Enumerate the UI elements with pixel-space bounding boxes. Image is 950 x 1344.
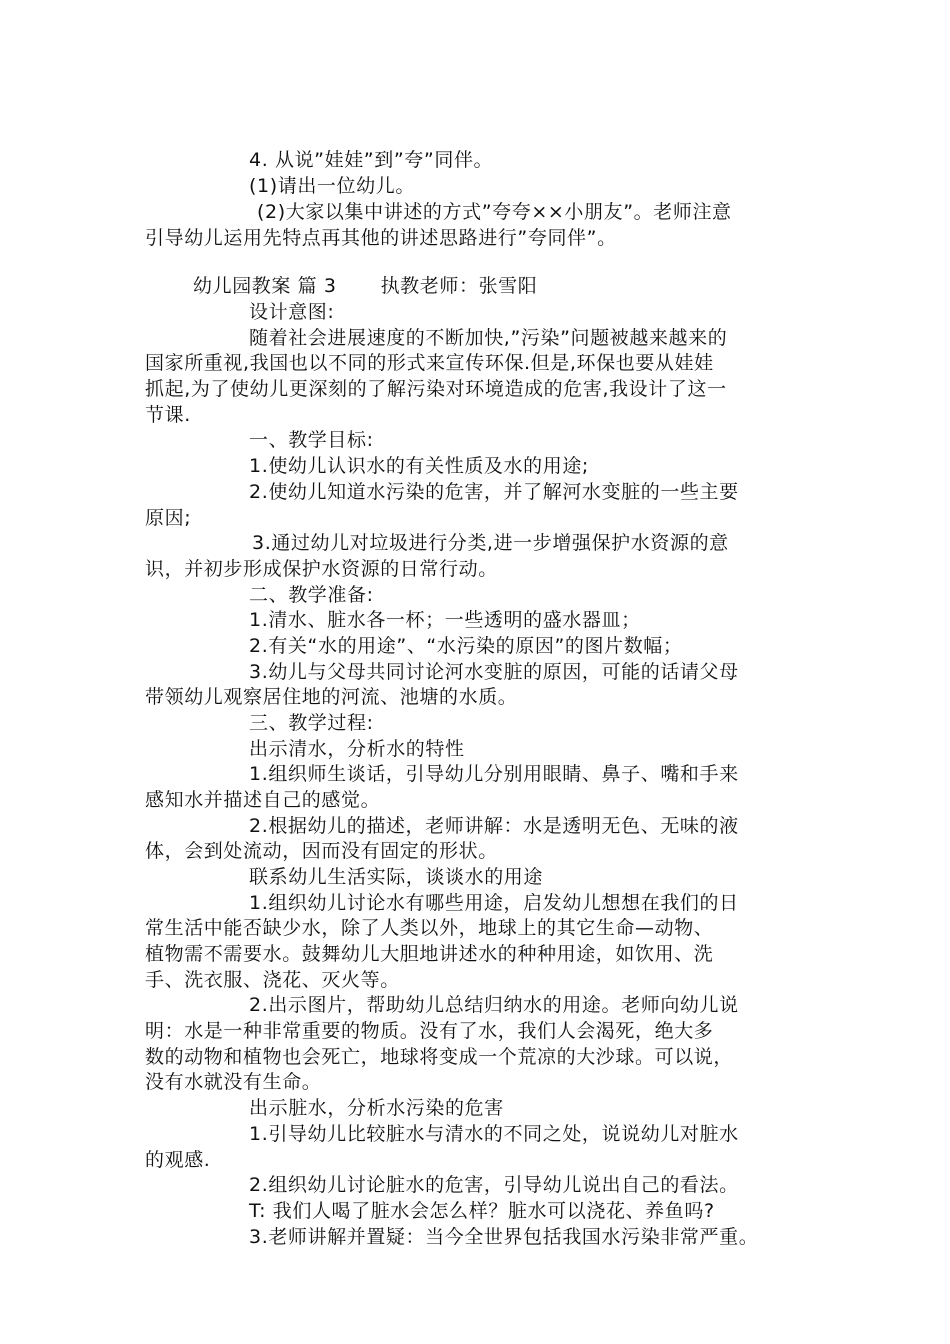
text-line: 引导幼儿运用先特点再其他的讲述思路进行”夸同伴”。	[145, 227, 617, 249]
text-line: 3.老师讲解并置疑：当今全世界包括我国水污染非常严重。	[249, 1226, 759, 1248]
text-line: 2.组织幼儿讨论脏水的危害，引导幼儿说出自己的看法。	[249, 1174, 739, 1196]
text-line: 明：水是一种非常重要的物质。没有了水，我们人会渴死，绝大多	[145, 1020, 714, 1042]
text-line: 带领幼儿观察居住地的河流、池塘的水质。	[145, 686, 518, 708]
text-line: 出示清水，分析水的特性	[249, 738, 465, 760]
text-line: 一、教学目标:	[249, 429, 374, 451]
text-line: 感知水并描述自己的感觉。	[145, 789, 381, 811]
text-line: 1.引导幼儿比较脏水与清水的不同之处，说说幼儿对脏水	[249, 1123, 739, 1145]
text-line: 3.幼儿与父母共同讨论河水变脏的原因，可能的话请父母	[249, 661, 739, 683]
text-line: 体，会到处流动，因而没有固定的形状。	[145, 840, 498, 862]
text-line: 出示脏水，分析水污染的危害	[249, 1097, 504, 1119]
text-line: 三、教学过程:	[249, 712, 374, 734]
text-line: 手、洗衣服、浇花、灭火等。	[145, 969, 400, 991]
text-line: 3.通过幼儿对垃圾进行分类,进一步增强保护水资源的意	[252, 532, 729, 554]
text-line: 1.组织幼儿讨论水有哪些用途，启发幼儿想想在我们的日	[249, 892, 739, 914]
text-line: 设计意图:	[249, 301, 335, 323]
text-line: 国家所重视,我国也以不同的形式来宣传环保.但是,环保也要从娃娃	[145, 352, 714, 374]
text-line: 常生活中能否缺少水，除了人类以外，地球上的其它生命—动物、	[145, 917, 714, 939]
text-line: T: 我们人喝了脏水会怎么样？脏水可以浇花、养鱼吗?	[249, 1200, 715, 1222]
text-line: (2)大家以集中讲述的方式”夸夸××小朋友”。老师注意	[257, 201, 732, 223]
text-line: 2.有关“水的用途”、“水污染的原因”的图片数幅；	[249, 635, 683, 657]
text-line: 随着社会进展速度的不断加快,”污染”问题被越来越来的	[249, 327, 728, 349]
text-line: 2.使幼儿知道水污染的危害，并了解河水变脏的一些主要	[249, 481, 739, 503]
text-line: 抓起,为了使幼儿更深刻的了解污染对环境造成的危害,我设计了这一	[145, 378, 727, 400]
text-line: 植物需不需要水。鼓舞幼儿大胆地讲述水的种种用途，如饮用、洗	[145, 943, 714, 965]
text-line: 数的动物和植物也会死亡，地球将变成一个荒凉的大沙球。可以说，	[145, 1046, 734, 1068]
text-line: 4. 从说”娃娃”到”夸”同伴。	[249, 149, 494, 171]
text-line: 原因;	[145, 507, 192, 529]
text-line: 1.清水、脏水各一杯；一些透明的盛水器皿；	[249, 609, 641, 631]
text-line: 1.使幼儿认识水的有关性质及水的用途;	[249, 455, 589, 477]
text-line: 1.组织师生谈话，引导幼儿分别用眼睛、鼻子、嘴和手来	[249, 763, 739, 785]
text-line: 2.出示图片，帮助幼儿总结归纳水的用途。老师向幼儿说	[249, 994, 739, 1016]
text-line: 二、教学准备:	[249, 584, 374, 606]
text-line: 2.根据幼儿的描述，老师讲解：水是透明无色、无味的液	[249, 815, 739, 837]
heading-teacher: 执教老师：张雪阳	[380, 275, 538, 297]
section-heading	[193, 273, 537, 299]
text-line: (1)请出一位幼儿。	[249, 175, 415, 197]
text-line: 没有水就没有生命。	[145, 1071, 322, 1093]
text-line: 识，并初步形成保护水资源的日常行动。	[145, 558, 498, 580]
text-line: 节课.	[145, 404, 191, 426]
text-line: 的观感.	[145, 1149, 211, 1171]
text-line: 联系幼儿生活实际，谈谈水的用途	[249, 866, 544, 888]
heading-title: 幼儿园教案 篇 3	[193, 275, 337, 297]
